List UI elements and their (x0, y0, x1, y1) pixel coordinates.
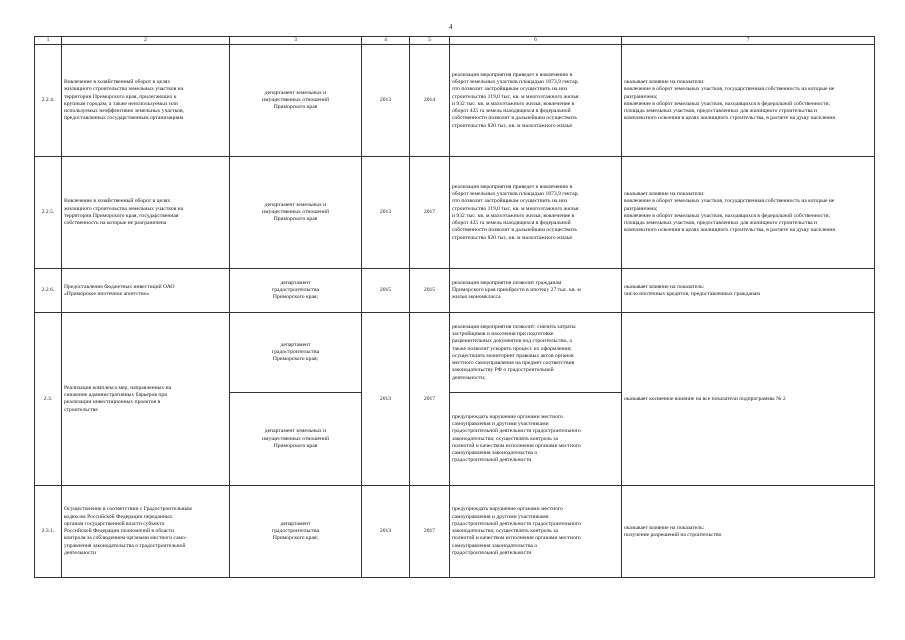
text-line: оказывает влияние на показатели: (624, 190, 705, 197)
text-line: департамент земельных и (264, 428, 327, 435)
text-line: градостроительной деятельности градостроительного (452, 428, 581, 435)
text-line: департамент (280, 279, 311, 286)
text-line: департамент земельных и (264, 201, 327, 208)
result-cell (450, 269, 622, 313)
header-cell: 1 (35, 37, 62, 45)
text-line: градостроительной деятельности (452, 457, 532, 464)
start-year: 2013 (362, 486, 410, 578)
impact-cell (622, 45, 875, 157)
text-line: Приморского края (273, 442, 318, 449)
text-line: предоставленных государственным организациям (64, 115, 184, 122)
header-cell: 5 (410, 37, 450, 45)
table-row (35, 269, 875, 313)
impact-cell (622, 486, 875, 578)
text-line: самоуправления законодательства о (452, 542, 538, 549)
text-line: собственность на которые не разграничена (64, 220, 167, 227)
end-year: 2014 (410, 45, 450, 157)
result-cell (450, 393, 622, 486)
table-row (35, 45, 875, 157)
text-line: разграничена; (624, 93, 658, 100)
executor-cell (230, 45, 362, 157)
header-cell: 2 (62, 37, 230, 45)
text-line: собственности позволит в дальнейшем осуществить (452, 227, 577, 234)
text-line: градостроительства (271, 528, 320, 535)
text-line: департамент (280, 341, 311, 348)
start-year: 2013 (362, 157, 410, 269)
header-cell: 7 (622, 37, 875, 45)
text-line: строительство 820 тыс. кв. м малоэтажного жилья (452, 122, 572, 129)
result-cell (450, 486, 622, 578)
result-cell (450, 157, 622, 269)
text-line: разрешительных документов под строительство, а (452, 338, 572, 345)
text-line: Осуществление в соответствии с Градостроительным (64, 506, 192, 513)
table-row (35, 486, 875, 578)
text-line: реализация мероприятия приведет к вовлечению в (452, 71, 573, 78)
text-line: что позволит застройщикам осуществить на них (452, 198, 568, 205)
header-row (35, 37, 875, 45)
text-line: градостроительства (271, 349, 320, 356)
executor-cell (230, 313, 362, 393)
start-year: 2015 (362, 269, 410, 313)
page-number: 4 (449, 23, 453, 31)
text-line: число ипотечных кредитов, предоставленных гражданам (624, 290, 760, 297)
text-line: имущественных отношений (262, 435, 329, 442)
text-line: застройщиков и населения при подготовке (452, 330, 554, 337)
result-cell (450, 45, 622, 157)
text-line: получение разрешений на строительство (624, 531, 722, 538)
text-line: снижение административных барьеров при (64, 392, 168, 398)
end-year: 2015 (410, 269, 450, 313)
text-line: площадь земельных участков, предоставленных для жилищного строительства и (624, 220, 818, 227)
text-line: жилья экономкласса (452, 294, 501, 301)
executor-cell (230, 157, 362, 269)
text-line: Приморского края; (272, 535, 319, 542)
row-number: 2.2.6. (35, 269, 62, 313)
text-line: Вовлечение в хозяйственный оборот в целях (64, 198, 171, 205)
text-line: вовлечение в оборот земельных участков, государственная собственность на которые не (624, 198, 835, 205)
text-line: полнотой и качеством исполнения органами местного (452, 442, 581, 449)
text-line: законодательства; осуществлять контроль за (452, 435, 558, 442)
text-line: предупреждать нарушение органами местного (452, 413, 563, 420)
text-line: градостроительства (271, 287, 320, 294)
text-line: вовлечение в оборот земельных участков, находящихся в федеральной собственности; (624, 100, 831, 107)
result-cell (450, 313, 622, 393)
row-number: 2.2.5. (35, 157, 62, 269)
text-line: вовлечение в оборот земельных участков, государственная собственность на которые не (624, 86, 835, 93)
text-line: комплексного освоения в целях жилищного строительства, в расчете на душу населения (624, 227, 835, 234)
text-line: оборот 425 га земель находящихся в федеральной (452, 108, 571, 115)
start-year: 2013 (362, 313, 410, 486)
text-line: реализация мероприятия приведет к вовлечению в (452, 183, 573, 190)
executor-cell (230, 269, 362, 313)
text-line: полнотой и качеством исполнения органами местного (452, 535, 581, 542)
text-line: строительство 119,0 тыс. кв. м многоэтажного жилья (452, 93, 579, 100)
text-line: законодательства; осуществлять контроль за (452, 528, 558, 535)
text-line: комплексного освоения в целях жилищного строительства, в расчете на душу населения (624, 115, 835, 122)
text-line: Приморского края приобрести в ипотеку 27 тыс. кв. м (452, 287, 581, 294)
text-line: органам государственной власти субъекта (64, 520, 165, 527)
row-number: 2.3. (35, 313, 62, 486)
text-line: самоуправления и другими участниками (452, 513, 549, 520)
text-line: осуществлять мониторинг правовых актов органов (452, 352, 574, 359)
text-line: собственности позволит в дальнейшем осуществить (452, 115, 577, 122)
end-year: 2017 (410, 313, 450, 486)
text-line: градостроительной деятельности градостроительного (452, 520, 581, 527)
text-line: строительство 119,0 тыс. кв. м многоэтажного жилья (452, 205, 579, 212)
text-line: департамент (280, 520, 311, 527)
impact-cell (622, 157, 875, 269)
end-year: 2017 (410, 486, 450, 578)
end-year: 2017 (410, 157, 450, 269)
text-line: вовлечение в оборот земельных участков, находящихся в федеральной собственности; (624, 212, 831, 219)
text-line: Приморского края; (272, 294, 319, 301)
text-line: Приморского края; (272, 356, 319, 363)
activity-cell (62, 45, 230, 157)
impact-cell (622, 269, 875, 313)
impact-cell (622, 313, 875, 486)
text-line: строительстве (64, 406, 98, 413)
text-line: градостроительной деятельности (452, 549, 532, 556)
text-line: деятельности (64, 549, 97, 556)
text-line: Приморского края (273, 104, 318, 111)
text-line: деятельности; (452, 374, 486, 381)
header-cell: 6 (450, 37, 622, 45)
text-line: самоуправления и другими участниками (452, 421, 549, 428)
start-year: 2013 (362, 45, 410, 157)
text-line: имущественных отношений (262, 97, 329, 104)
text-line: разграничена; (624, 205, 658, 212)
text-line: Предоставление бюджетных инвестиций ОАО (64, 283, 175, 290)
text-line: оборот 425 га земель находящихся в федеральной (452, 220, 571, 227)
text-line: оказывает косвенное влияние на все показатели подпрограммы № 2 (624, 395, 786, 402)
activity-cell (62, 269, 230, 313)
text-line: управления законодательства о градостроительной (64, 542, 186, 549)
text-line: оказывает влияние на показатели: (624, 78, 705, 85)
text-line: оказывает влияние на показатель: (624, 524, 705, 531)
text-line: Вовлечение в хозяйственный оборот в целях (64, 78, 171, 85)
text-line: местного самоуправления на предмет соответствия (452, 360, 575, 367)
activity-cell (62, 313, 230, 486)
text-line: площадь земельных участков, предоставленных для жилищного строительства и (624, 108, 818, 115)
text-line: территории Приморского края, прилегающих к (64, 93, 177, 100)
text-line: законодательству РФ о градостроительной (452, 367, 554, 374)
row-number: 2.3.1. (35, 486, 62, 578)
text-line: реализации инвестиционных проектов в (64, 399, 161, 406)
executor-cell (230, 486, 362, 578)
text-line: контроля за соблюдением органами местного само- (64, 535, 187, 542)
text-line: оборот земельных участков площадью 1873,9 гектар, (452, 190, 579, 197)
text-line: строительство 820 тыс. кв. м малоэтажного жилья (452, 234, 572, 241)
activity-cell (62, 486, 230, 578)
text-line: реализация мероприятия позволит: снизить затраты (452, 323, 576, 330)
activity-cell (62, 157, 230, 269)
text-line: жилищного строительства земельных участков на (64, 205, 184, 212)
text-line: территории Приморского края, государственная (64, 212, 179, 219)
text-line: и 932 тыс. кв. м малоэтажного жилья, вовлечение в (452, 212, 575, 219)
text-line: Реализация комплекса мер, направленных на (64, 384, 172, 391)
program-table (34, 36, 875, 578)
text-line: оказывает влияние на показатель: (624, 283, 705, 290)
text-line: имущественных отношений (262, 209, 329, 216)
text-line: и 932 тыс. кв. м малоэтажного жилья, вовлечение в (452, 100, 575, 107)
table-row (35, 313, 875, 393)
text-line: департамент земельных и (264, 89, 327, 96)
table-row (35, 157, 875, 269)
executor-cell (230, 393, 362, 486)
text-line: самоуправления законодательства о (452, 450, 538, 457)
text-line: предупреждать нарушение органами местного (452, 506, 563, 513)
text-line: «Приморское ипотечное агентство» (64, 290, 150, 297)
text-line: используемых неэффективно земельных участков, (64, 108, 185, 115)
text-line: также позволит ускорить процесс их оформления; (452, 345, 572, 352)
row-number: 2.2.4. (35, 45, 62, 157)
text-line: оборот земельных участков площадью 1873,9 гектар, (452, 78, 579, 85)
text-line: Приморского края (273, 216, 318, 223)
text-line: крупным городам, а также неиспользуемых или (64, 100, 178, 107)
text-line: что позволит застройщикам осуществить на них (452, 86, 568, 93)
header-cell: 4 (362, 37, 410, 45)
text-line: кодексом Российской Федерации переданных (64, 513, 173, 520)
text-line: жилищного строительства земельных участков на (64, 86, 184, 93)
text-line: Российской Федерации полномочий в области (64, 528, 175, 535)
text-line: реализация мероприятия позволит гражданам (452, 279, 562, 286)
header-cell: 3 (230, 37, 362, 45)
